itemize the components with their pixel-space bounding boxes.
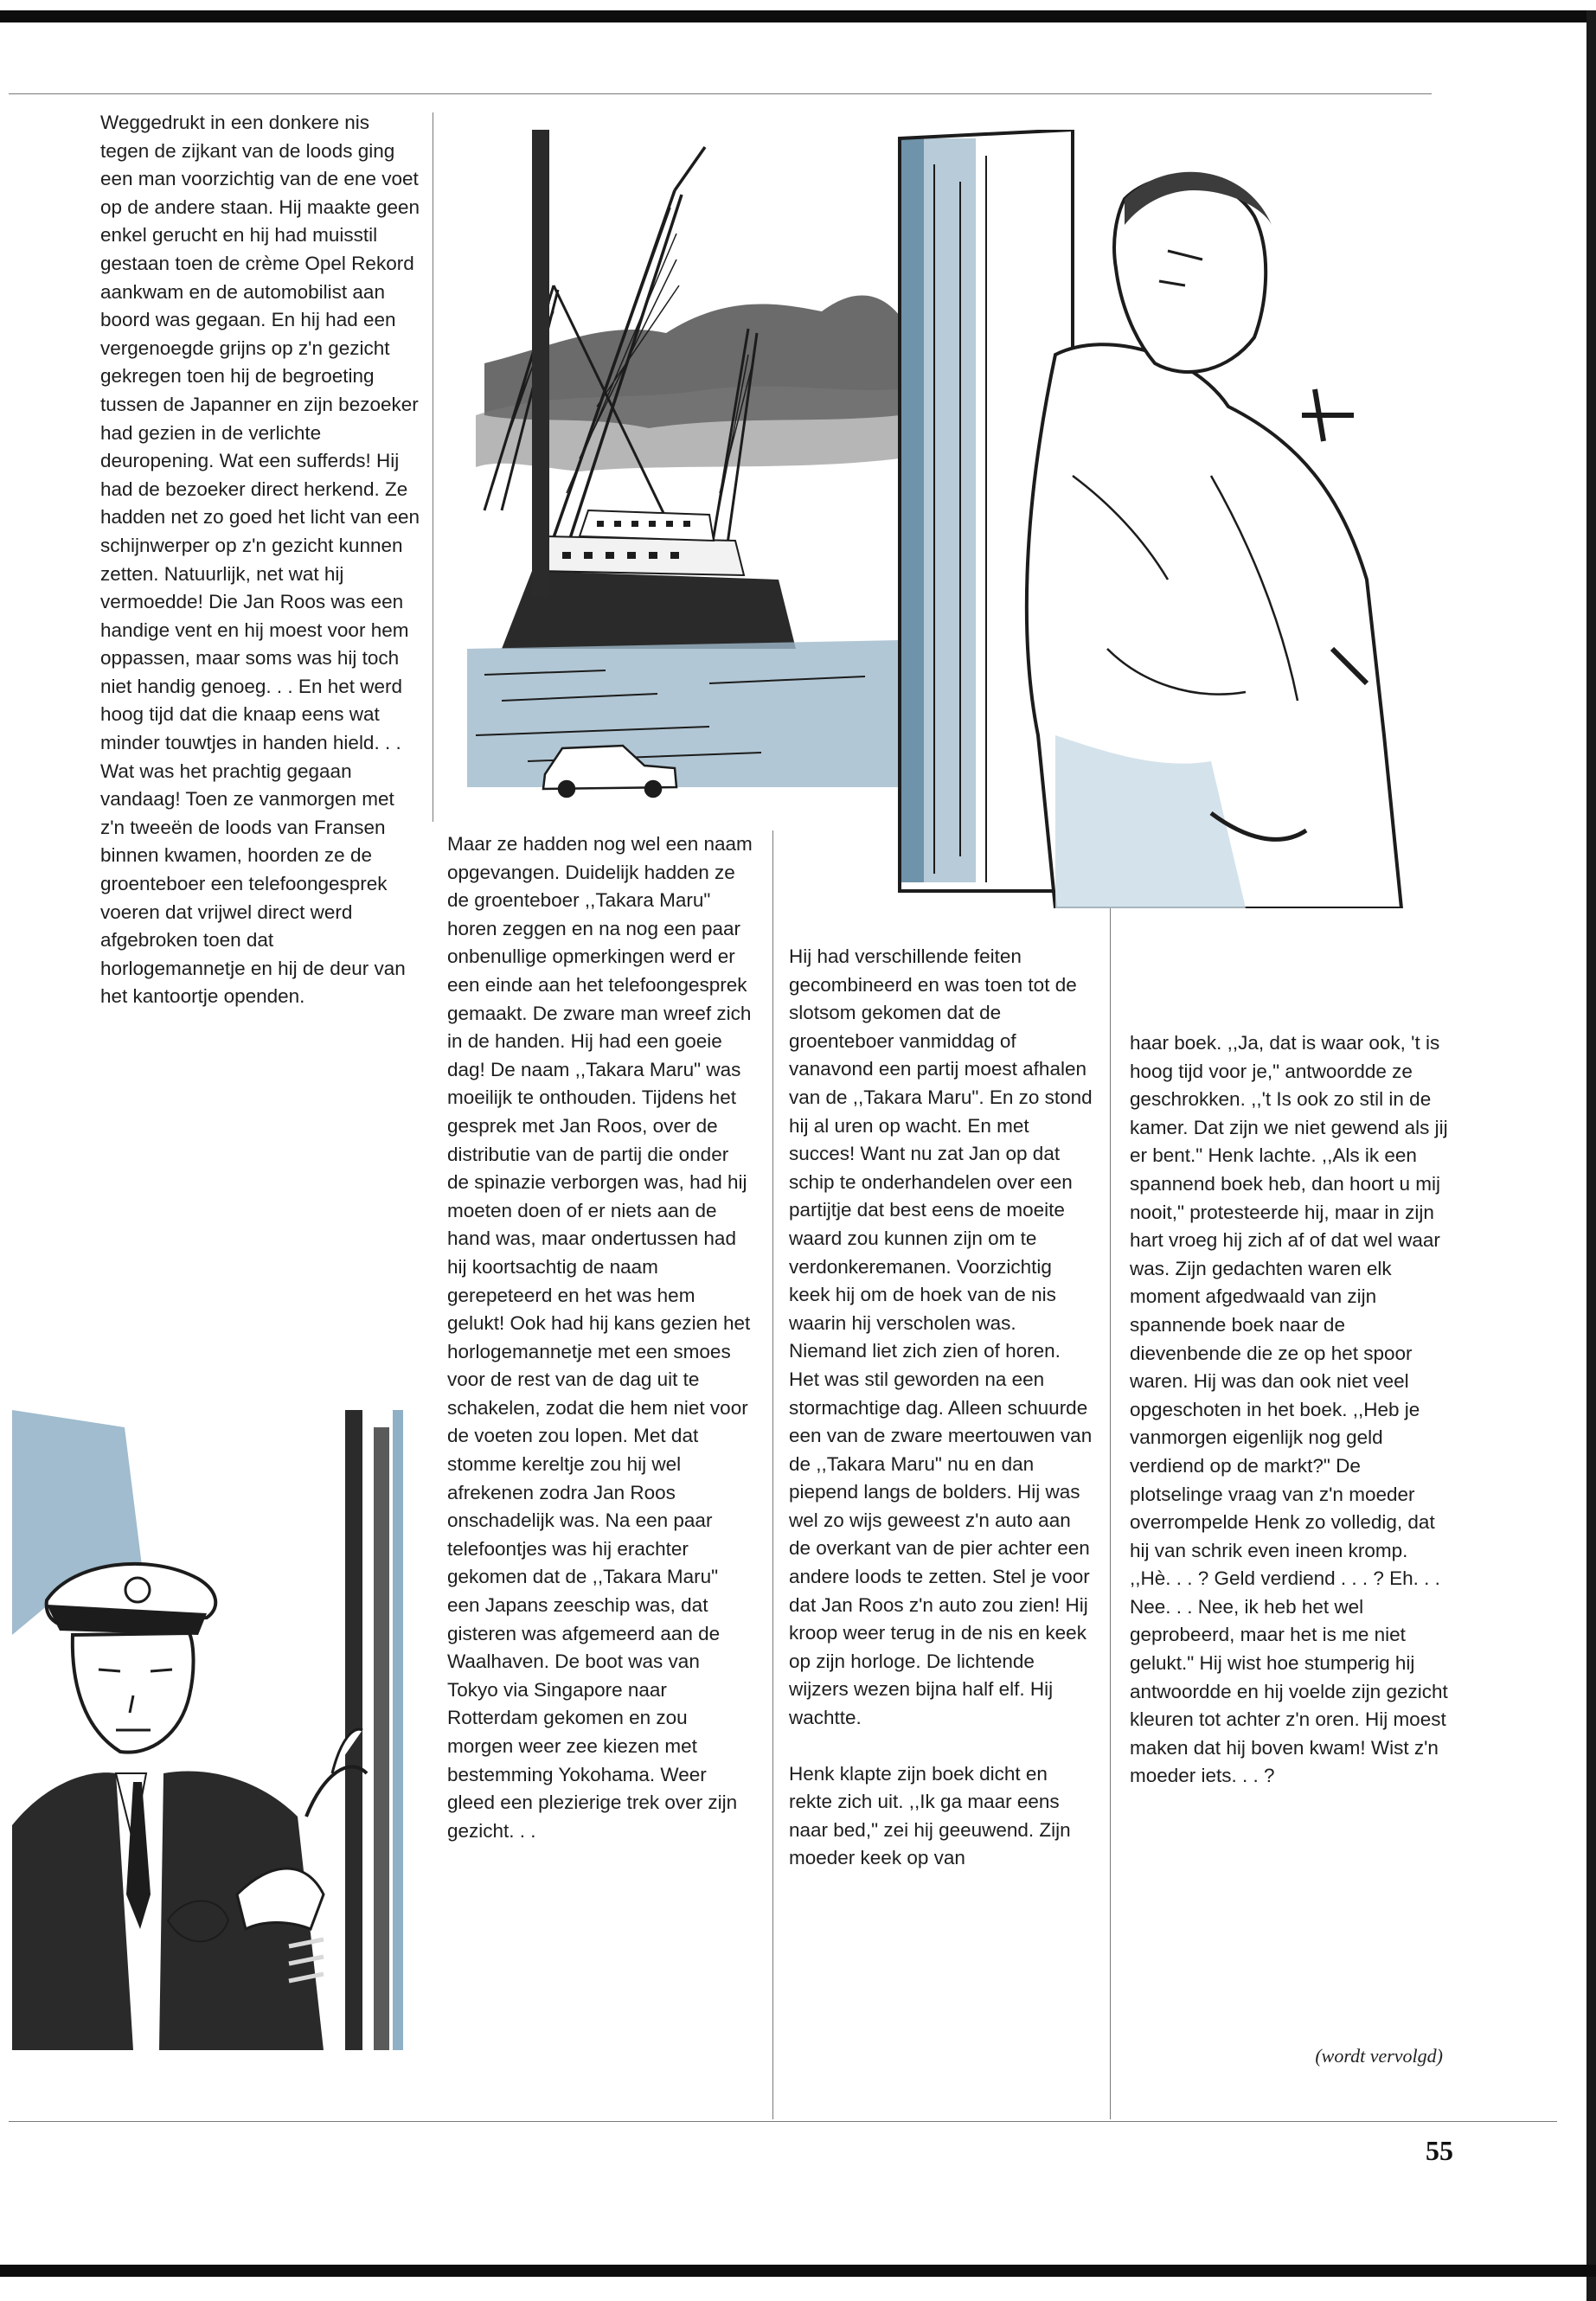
story-text-column-4: haar boek. ,,Ja, dat is waar ook, 't is hoog tijd voor je," antwoordde ze geschrokken. ,,'t Is ook zo stil in de kamer. Dat zijn we niet gewend als jij er bent." Henk lachte. ,,Als ik een spannend boek heb, dan hoort u mij nooit," protesteerde hij, maar in zijn hart vroeg hij zich af of dat wel waar was. Zijn gedachten waren elk moment afgedwaald van zijn spannende boek naar de dievenbende die ze op het spoor waren. Hij was dan ook niet veel opgeschoten in het boek. ,,Heb je vanmorgen eigenlijk nog geld verdiend op de markt?" De plotselinge vraag van z'n moeder overrompelde Henk zo volledig, dat hij van schrik even ineen kromp. ,,Hè. . . ? Geld verdiend . . . ? Eh. . . Nee. . . Nee, ik heb het wel geprobeerd, maar het is me niet gelukt." Hij wist hoe stumperig hij antwoordde en hij voelde zijn gezicht kleuren tot achter z'n oren. Hij moest maken dat hij boven kwam! Wist z'n moeder iets. . . ?: [1130, 1032, 1448, 1787]
story-text-column-3: Hij had verschillende feiten gecombineerd en was toen tot de slotsom gekomen dat de groenteboer vanmiddag of vanavond een partij moest afhalen van de ,,Takara Maru". En zo stond hij al uren op wacht. En met succes! Want nu zat Jan op dat schip te onderhandelen over een partijtje dat best eens de moeite waard zou kunnen zijn om te verdonkeremanen. Voorzichtig keek hij om de hoek van de nis waarin hij verscholen was. Niemand liet zich zien of horen. Het was stil geworden na een stormachtige dag. Alleen schuurde een van de zware meertouwen van de ,,Takara Maru" nu en dan piepend langs de bolders. Hij was wel zo wijs geweest z'n auto aan de overkant van de pier achter een andere loods te zetten. Stel je voor dat Jan Roos z'n auto zou zien! Hij kroop weer terug in de nis en keek op zijn horloge. De lichtende wijzers wezen bijna half elf. Hij wachtte.: [789, 945, 1093, 1729]
man-in-coat: [1027, 172, 1401, 908]
story-column-4: [1130, 1029, 1450, 2041]
column-divider-3: [1110, 908, 1111, 2119]
story-column-2: [447, 830, 754, 2119]
right-border-bar: [1586, 10, 1596, 2301]
story-column-3: [789, 943, 1096, 2119]
story-text-column-2: Maar ze hadden nog wel een naam opgevangen. Duidelijk hadden ze de groenteboer ,,Takara Maru" horen zeggen en na nog een paar onbenullige opmerkingen werd er een einde aan het telefoongesprek gemaakt. De zware man wreef zich in de handen. Hij had een goeie dag! De naam ,,Takara Maru" was moeilijk te onthouden. Tijdens het gesprek met Jan Roos, over de distributie van de partij die onder de spinazie verborgen was, had hij moeten doen of er niets aan de hand was, maar ondertussen had hij koortsachtig de naam gerepeteerd en het was hem gelukt! Ook had hij kans gezien het horlogemannetje met een smoes voor de rest van de dag uit te schakelen, zodat die hem niet voor de voeten zou lopen. Met dat stomme kereltje zou hij wel afrekenen zodra Jan Roos onschadelijk was. Na een paar telefoontjes was hij erachter gekomen dat de ,,Takara Maru" een Japans zeeschip was, dat gisteren was afgemeerd aan de Waalhaven. De boot was van Tokyo via Singapore naar Rotterdam gekomen en zou morgen weer zee kiezen met bestemming Yokohama. Weer gleed een plezierige trek over zijn gezicht. . .: [447, 833, 753, 1842]
top-rule: [9, 93, 1432, 94]
captain-figure: [12, 1564, 367, 2050]
captain-illustration: [12, 1410, 419, 2050]
bottom-rule: [9, 2121, 1557, 2122]
story-column-1: [100, 109, 422, 1389]
column-divider-2: [772, 830, 773, 2119]
bottom-border-bar: [0, 2265, 1596, 2277]
story-text-column-1: Weggedrukt in een donkere nis tegen de zijkant van de loods ging een man voorzichtig van de ene voet op de andere staan. Hij maakte geen enkel gerucht en hij had muisstil gestaan toen de crème Opel Rekord aankwam en de automobilist aan boord was gegaan. En hij had een vergenoegde grijns op z'n gezicht gekregen toen hij de begroeting tussen de Japanner en zijn bezoeker had gezien in de verlichte deuropening. Wat een sufferds! Hij had de bezoeker direct herkend. Ze hadden net zo goed het licht van een schijnwerper op z'n gezicht kunnen zetten. Natuurlijk, net wat hij vermoedde! Die Jan Roos was een handige vent en hij moest voor hem oppassen, maar soms was hij toch niet handig genoeg. . . En het werd hoog tijd dat die knaap eens wat minder touwtjes in handen hield. . . Wat was het prachtig gegaan vandaag! Toen ze vanmorgen met z'n tweeën de loods van Fransen binnen kwamen, hoorden ze de groenteboer een telefoongesprek voeren dat vrijwel direct werd afgebroken toen dat horlogemannetje en hij de deur van het kantoortje openden.: [100, 112, 420, 1008]
story-text-column-3-after-break: Henk klapte zijn boek dicht en rekte zich uit. ,,Ik ga maar eens naar bed," zei hij geeuwend. Zijn moeder keek op van: [789, 1762, 1071, 1869]
quay-water: [467, 640, 900, 787]
page-number: 55: [1426, 2135, 1453, 2166]
continued-note: (wordt vervolgd): [1315, 2045, 1443, 2067]
top-border-bar: [0, 10, 1596, 22]
harbour-illustration-drawing: [450, 130, 1436, 908]
harbour-illustration: [450, 130, 1436, 908]
captain-illustration-drawing: [12, 1410, 419, 2050]
